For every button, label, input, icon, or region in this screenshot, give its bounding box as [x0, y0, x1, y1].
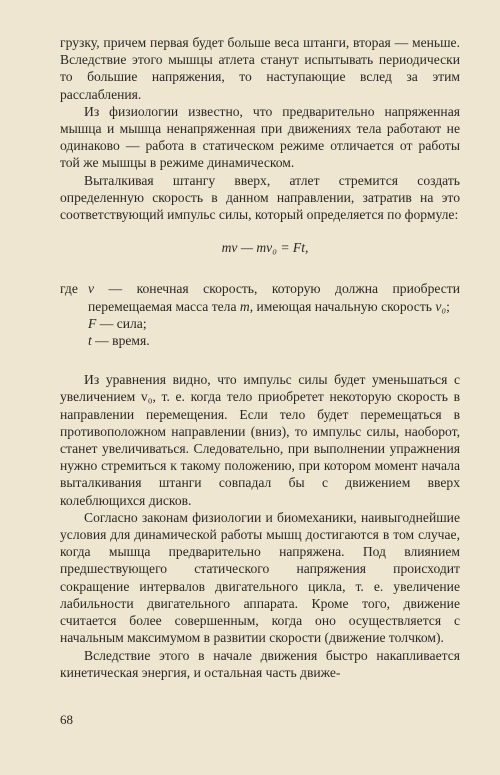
impulse-formula: mv — mv₀ = Ft, — [221, 240, 309, 256]
formula-definitions — [60, 280, 460, 349]
symbol-v0: v₀ — [435, 298, 447, 314]
page-number: 68 — [60, 712, 73, 727]
definition-f — [60, 315, 460, 332]
paragraph-1: грузку, причем первая будет больше веса штанги, вторая — меньше. Вследствие этого мышцы атлета станут испытывать периодически то большие напряжения, то наступающие вслед за этим расслабления. — [60, 35, 460, 102]
symbol-v: v — [88, 281, 95, 297]
symbol-t: t — [88, 333, 92, 349]
where-label: где — [60, 281, 78, 297]
paragraph-3: Выталкивая штангу вверх, атлет стремится создать определенную скорость в данном направлении, затратив на это соответствующий импульс силы, который определяется по формуле: — [60, 172, 460, 223]
paragraph-5: Согласно законам физиологии и биомеханики, наивыгоднейшие условия для динамической работы мышц достигаются в том случае, когда мышца предварительно напряжена. Под влиянием предшествующего статического напряжения происходит сокращение интервалов двигательного цикла, т. е. увеличение лабильности двигательного аппарата. Кроме того, движение считается более совершенным, когда оно осуществляется с начальным максимумом в развитии скорости (движение толчком). — [60, 509, 460, 646]
definition-v — [60, 280, 460, 314]
paragraph-6: Вследствие этого в начале движения быстро накапливается кинетическая энергия, и остальная часть движе- — [60, 647, 460, 680]
definition-t-text: — время. — [91, 333, 150, 349]
page-text — [60, 34, 460, 681]
definition-v-text: — конечная скорость, которую должна приобрести перемещаемая масса тела — [88, 281, 460, 314]
paragraph-2: Из физиологии известно, что предварительно напряженная мышца и мышца ненапряженная при движениях тела работают не одинаково — работа в статическом режиме отличается от работы той же мышцы в режиме динамическом. — [60, 103, 460, 171]
symbol-m: m — [239, 298, 250, 314]
definition-t — [60, 332, 460, 349]
definition-f-text: — сила; — [96, 315, 147, 331]
symbol-f: F — [88, 315, 97, 331]
definition-v-text-2: , имеющая начальную скорость — [249, 298, 436, 314]
definition-v-end: ; — [446, 298, 450, 314]
paragraph-4: Из уравнения видно, что импульс силы будет уменьшаться с увеличением v₀, т. е. когда тело приобретет некоторую скорость в направлении перемещения. Если тело будет перемещаться в противоположном направлении (вниз), то импульс силы, наоборот, станет увеличиваться. Следовательно, при выполнении упражнения нужно стремиться к такому положению, при котором момент начала выталкивания штанги совпадал бы с движением вверх колеблющихся дисков. — [60, 372, 460, 508]
